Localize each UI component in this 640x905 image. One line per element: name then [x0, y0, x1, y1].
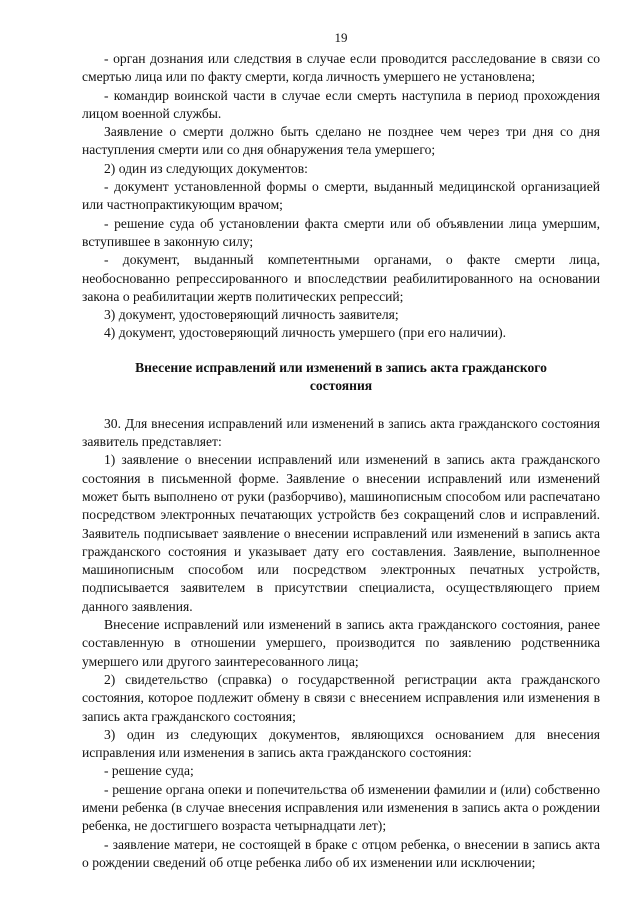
- paragraph: 4) документ, удостоверяющий личность умершего (при его наличии).: [104, 325, 507, 341]
- paragraph: Заявление о смерти должно быть сделано не позднее чем через три дня со дня наступления смерти или со дня обнаружения тела умершего;: [82, 124, 600, 158]
- paragraph: 3) документ, удостоверяющий личность заявителя;: [104, 307, 399, 323]
- paragraph: 30. Для внесения исправлений или изменений в запись акта гражданского состояния заявитель представляет:: [82, 415, 600, 450]
- paragraph: Внесение исправлений или изменений в запись акта гражданского состояния, ранее составленную в отношении умершего, производится по заявлению родственника умершего или другого заинтересованного лица;: [82, 617, 600, 669]
- section-heading: Внесение исправлений или изменений в запись акта гражданского состояния: [135, 359, 547, 393]
- paragraph: - решение суда;: [104, 763, 194, 779]
- paragraph: - заявление матери, не состоящей в браке с отцом ребенка, о внесении в запись акта о рождении сведений об отце ребенка либо об их изменении или исключении;: [82, 836, 600, 870]
- paragraph: - орган дознания или следствия в случае если проводится расследование в связи со смертью лица или по факту смерти, когда личность умершего не установлена;: [82, 51, 600, 85]
- paragraph: - документ установленной формы о смерти, выданный медицинской организацией или частнопрактикующим врачом;: [82, 179, 600, 213]
- paragraph: 1) заявление о внесении исправлений или изменений в запись акта гражданского состояния в письменной форме. Заявление о внесении исправлений или изменений может быть выполнено от руки (разборчиво), машинописным способом или распечатано посредством электронных печатающих устройств без сокращений слов и исправлений. Заявитель подписывает заявление о внесении исправлений или изменений в запись акта гражданского состояния и указывает дату его составления. Заявление, выполненное машинописным способом или посредством электронных печатных устройств, подписывается заявителем в присутствии специалиста, осуществляющего прием данного заявления.: [82, 452, 600, 614]
- paragraph: - документ, выданный компетентными органами, о факте смерти лица, необоснованно репрессированного и впоследствии реабилитированного на основании закона о реабилитации жертв политических репрессий;: [82, 252, 600, 304]
- paragraph: - решение органа опеки и попечительства об изменении фамилии и (или) собственно имени ребенка (в случае внесения исправления или изменения в запись акта о рождении ребенка, не достигшего возраста четырнадцати лет);: [82, 781, 600, 834]
- paragraph: - решение суда об установлении факта смерти или об объявлении лица умершим, вступившее в законную силу;: [82, 215, 600, 249]
- paragraph: 2) свидетельство (справка) о государственной регистрации акта гражданского состояния, которое подлежит обмену в связи с внесением исправления или изменения в запись акта гражданского состояния;: [82, 671, 600, 724]
- paragraph: 3) один из следующих документов, являющихся основанием для внесения исправления или изменения в запись акта гражданского состояния:: [82, 726, 600, 761]
- paragraph: 2) один из следующих документов:: [104, 160, 308, 176]
- paragraph: - командир воинской части в случае если смерть наступила в период прохождения лицом военной службы.: [82, 87, 600, 121]
- section-1: [82, 50, 600, 343]
- section-2: [82, 415, 600, 872]
- page-number: 19: [334, 30, 348, 45]
